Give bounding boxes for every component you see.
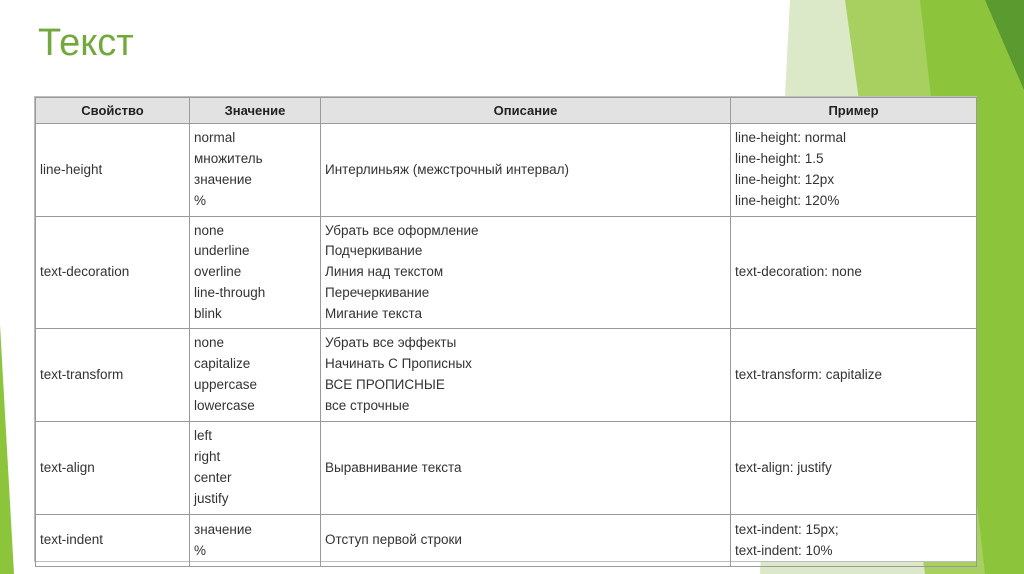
value-item: line-through — [194, 284, 266, 300]
value-item: % — [194, 192, 207, 208]
value-item: normal — [194, 130, 236, 146]
description-item: Линия над текстом — [325, 264, 444, 280]
table-row — [36, 422, 977, 515]
description-item: Убрать все эффекты — [325, 335, 457, 351]
description-item: Мигание текста — [325, 305, 423, 321]
cell-example — [731, 217, 977, 329]
cell-values — [190, 422, 321, 515]
cell-property: text-decoration — [36, 217, 190, 329]
cell-description — [321, 217, 731, 329]
description-item: Отступ первой строки — [325, 532, 462, 548]
example-item: text-transform: capitalize — [735, 366, 883, 382]
description-item: Интерлиньяж (межстрочный интервал) — [325, 161, 569, 177]
description-item: Убрать все оформление — [325, 222, 479, 238]
value-item: underline — [194, 243, 250, 259]
value-item: uppercase — [194, 377, 258, 392]
value-item: значение — [194, 172, 252, 187]
value-item: left — [194, 428, 213, 444]
cell-property: line-height — [36, 124, 190, 217]
decor-left-sliver — [0, 325, 14, 574]
example-item: text-indent: 15px; — [735, 521, 839, 537]
description-item: Начинать С Прописных — [325, 356, 472, 372]
slide-title: Текст — [38, 22, 134, 64]
header-property: Свойство — [36, 98, 190, 124]
example-item: text-indent: 10% — [735, 542, 833, 558]
cell-property: text-indent — [36, 515, 190, 567]
cell-description — [321, 329, 731, 422]
description-item: Перечеркивание — [325, 284, 430, 300]
value-item: overline — [194, 264, 242, 280]
table-row — [36, 124, 977, 217]
value-item: right — [194, 449, 221, 465]
header-description: Описание — [321, 98, 731, 124]
description-item: все строчные — [325, 397, 410, 413]
value-item: none — [194, 335, 225, 351]
value-item: blink — [194, 305, 222, 321]
cell-example — [731, 422, 977, 515]
example-item: line-height: 1.5 — [735, 151, 824, 167]
cell-description — [321, 515, 731, 567]
value-item: % — [194, 542, 207, 558]
cell-description — [321, 124, 731, 217]
example-item: line-height: 12px — [735, 172, 835, 187]
css-text-properties-table — [35, 97, 976, 561]
cell-description — [321, 422, 731, 515]
description-item: Подчеркивание — [325, 243, 423, 259]
example-item: text-decoration: none — [735, 264, 862, 280]
description-item: ВСЕ ПРОПИСНЫЕ — [325, 377, 445, 392]
table-header-row — [36, 98, 977, 124]
cell-values — [190, 515, 321, 567]
table-row — [36, 329, 977, 422]
header-value: Значение — [190, 98, 321, 124]
value-item: none — [194, 222, 225, 238]
cell-values — [190, 217, 321, 329]
cell-values — [190, 329, 321, 422]
value-item: значение — [194, 521, 252, 537]
value-item: lowercase — [194, 397, 255, 413]
description-item: Выравнивание текста — [325, 459, 462, 475]
cell-example — [731, 329, 977, 422]
table-row — [36, 515, 977, 567]
cell-property: text-transform — [36, 329, 190, 422]
cell-example — [731, 124, 977, 217]
example-item: line-height: normal — [735, 130, 847, 146]
table-row — [36, 217, 977, 329]
value-item: center — [194, 470, 232, 485]
value-item: множитель — [194, 151, 263, 167]
value-item: justify — [194, 490, 229, 506]
example-item: text-align: justify — [735, 459, 832, 475]
cell-values — [190, 124, 321, 217]
value-item: capitalize — [194, 356, 251, 372]
example-item: line-height: 120% — [735, 192, 840, 208]
cell-example — [731, 515, 977, 567]
header-example: Пример — [731, 98, 977, 124]
cell-property: text-align — [36, 422, 190, 515]
